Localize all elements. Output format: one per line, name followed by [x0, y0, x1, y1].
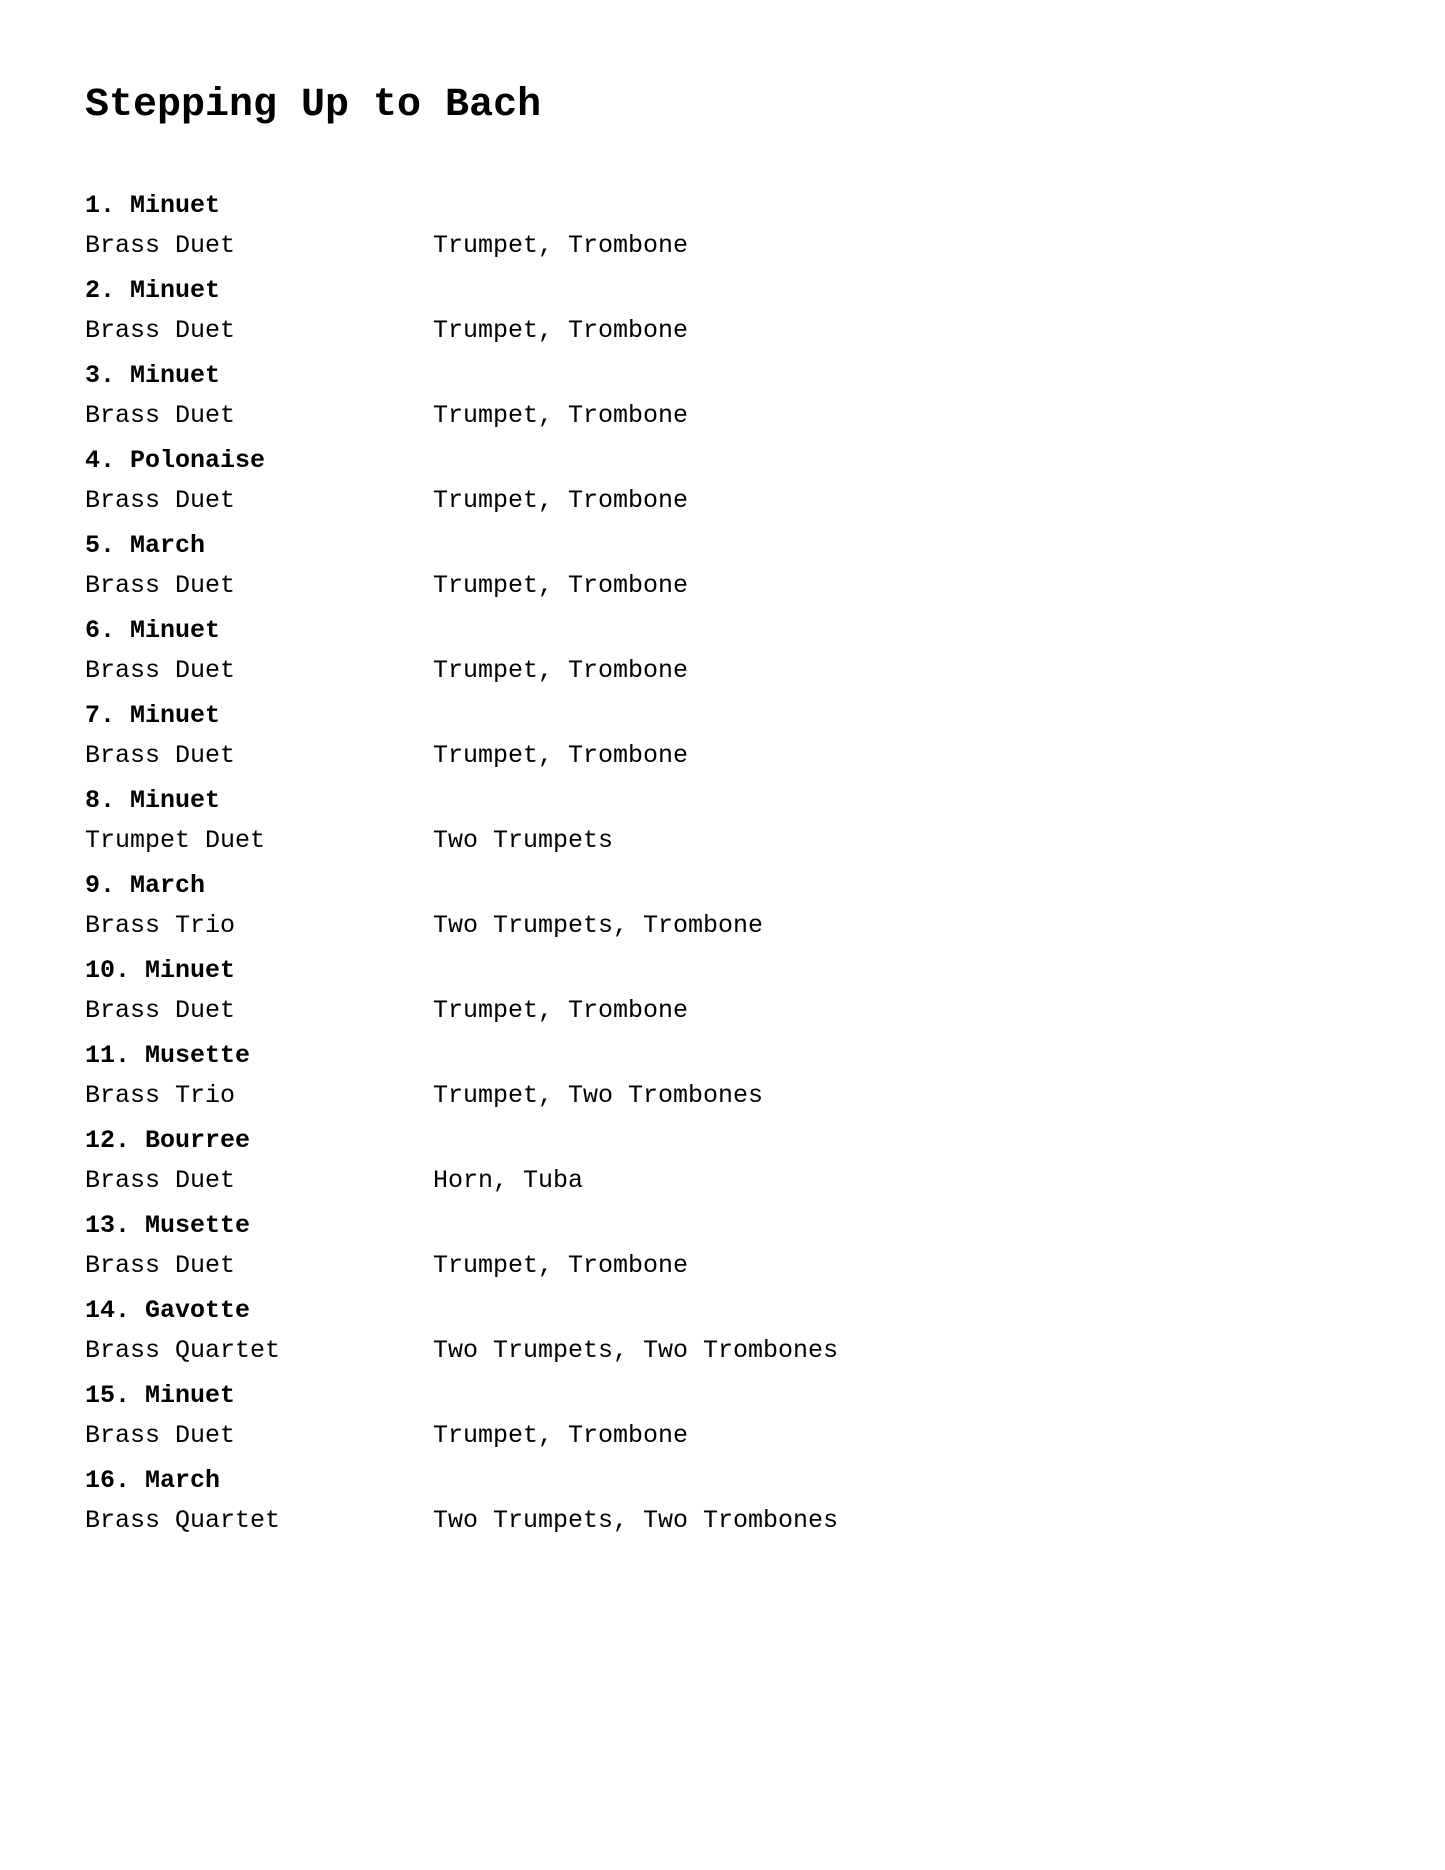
piece-instruments: Two Trumpets, Two Trombones [433, 1506, 839, 1535]
piece-item [85, 360, 1360, 445]
piece-ensemble: Brass Duet [85, 401, 236, 430]
piece-ensemble: Brass Duet [85, 1166, 236, 1195]
piece-item [85, 1465, 1360, 1550]
piece-list [85, 190, 1360, 1550]
piece-item [85, 1295, 1360, 1380]
piece-instruments: Trumpet, Trombone [433, 401, 689, 430]
piece-item [85, 190, 1360, 275]
piece-item [85, 275, 1360, 360]
piece-instruments: Trumpet, Trombone [433, 571, 689, 600]
piece-instruments: Trumpet, Trombone [433, 1251, 689, 1280]
piece-instruments: Trumpet, Trombone [433, 316, 689, 345]
piece-instruments: Two Trumpets [433, 826, 614, 855]
piece-instruments: Trumpet, Trombone [433, 996, 689, 1025]
piece-item [85, 1210, 1360, 1295]
piece-title: 8. Minuet [85, 786, 221, 815]
piece-ensemble: Brass Duet [85, 656, 236, 685]
piece-title: 7. Minuet [85, 701, 221, 730]
piece-item [85, 955, 1360, 1040]
piece-ensemble: Brass Duet [85, 996, 236, 1025]
piece-ensemble: Brass Duet [85, 316, 236, 345]
piece-ensemble: Brass Duet [85, 486, 236, 515]
piece-title: 13. Musette [85, 1211, 251, 1240]
piece-title: 3. Minuet [85, 361, 221, 390]
piece-ensemble: Trumpet Duet [85, 826, 266, 855]
page-title: Stepping Up to Bach [85, 83, 542, 128]
piece-instruments: Two Trumpets, Two Trombones [433, 1336, 839, 1365]
piece-title: 15. Minuet [85, 1381, 236, 1410]
piece-title: 6. Minuet [85, 616, 221, 645]
document-page [85, 78, 1360, 1550]
piece-instruments: Trumpet, Trombone [433, 656, 689, 685]
piece-title: 12. Bourree [85, 1126, 251, 1155]
piece-instruments: Trumpet, Trombone [433, 486, 689, 515]
piece-ensemble: Brass Duet [85, 741, 236, 770]
piece-item [85, 445, 1360, 530]
piece-title: 16. March [85, 1466, 221, 1495]
piece-ensemble: Brass Duet [85, 231, 236, 260]
piece-title: 4. Polonaise [85, 446, 266, 475]
piece-title: 10. Minuet [85, 956, 236, 985]
piece-instruments: Horn, Tuba [433, 1166, 584, 1195]
piece-ensemble: Brass Trio [85, 911, 236, 940]
piece-ensemble: Brass Duet [85, 1251, 236, 1280]
piece-item [85, 1125, 1360, 1210]
piece-instruments: Trumpet, Trombone [433, 1421, 689, 1450]
piece-title: 14. Gavotte [85, 1296, 251, 1325]
piece-instruments: Trumpet, Two Trombones [433, 1081, 764, 1110]
piece-ensemble: Brass Quartet [85, 1336, 281, 1365]
piece-title: 9. March [85, 871, 206, 900]
piece-item [85, 785, 1360, 870]
piece-title: 5. March [85, 531, 206, 560]
piece-instruments: Two Trumpets, Trombone [433, 911, 764, 940]
piece-ensemble: Brass Quartet [85, 1506, 281, 1535]
piece-ensemble: Brass Duet [85, 571, 236, 600]
piece-instruments: Trumpet, Trombone [433, 741, 689, 770]
piece-ensemble: Brass Trio [85, 1081, 236, 1110]
piece-ensemble: Brass Duet [85, 1421, 236, 1450]
piece-item [85, 1380, 1360, 1465]
piece-instruments: Trumpet, Trombone [433, 231, 689, 260]
piece-item [85, 870, 1360, 955]
piece-item [85, 615, 1360, 700]
piece-item [85, 530, 1360, 615]
piece-title: 11. Musette [85, 1041, 251, 1070]
piece-item [85, 700, 1360, 785]
piece-title: 2. Minuet [85, 276, 221, 305]
piece-item [85, 1040, 1360, 1125]
piece-title: 1. Minuet [85, 191, 221, 220]
